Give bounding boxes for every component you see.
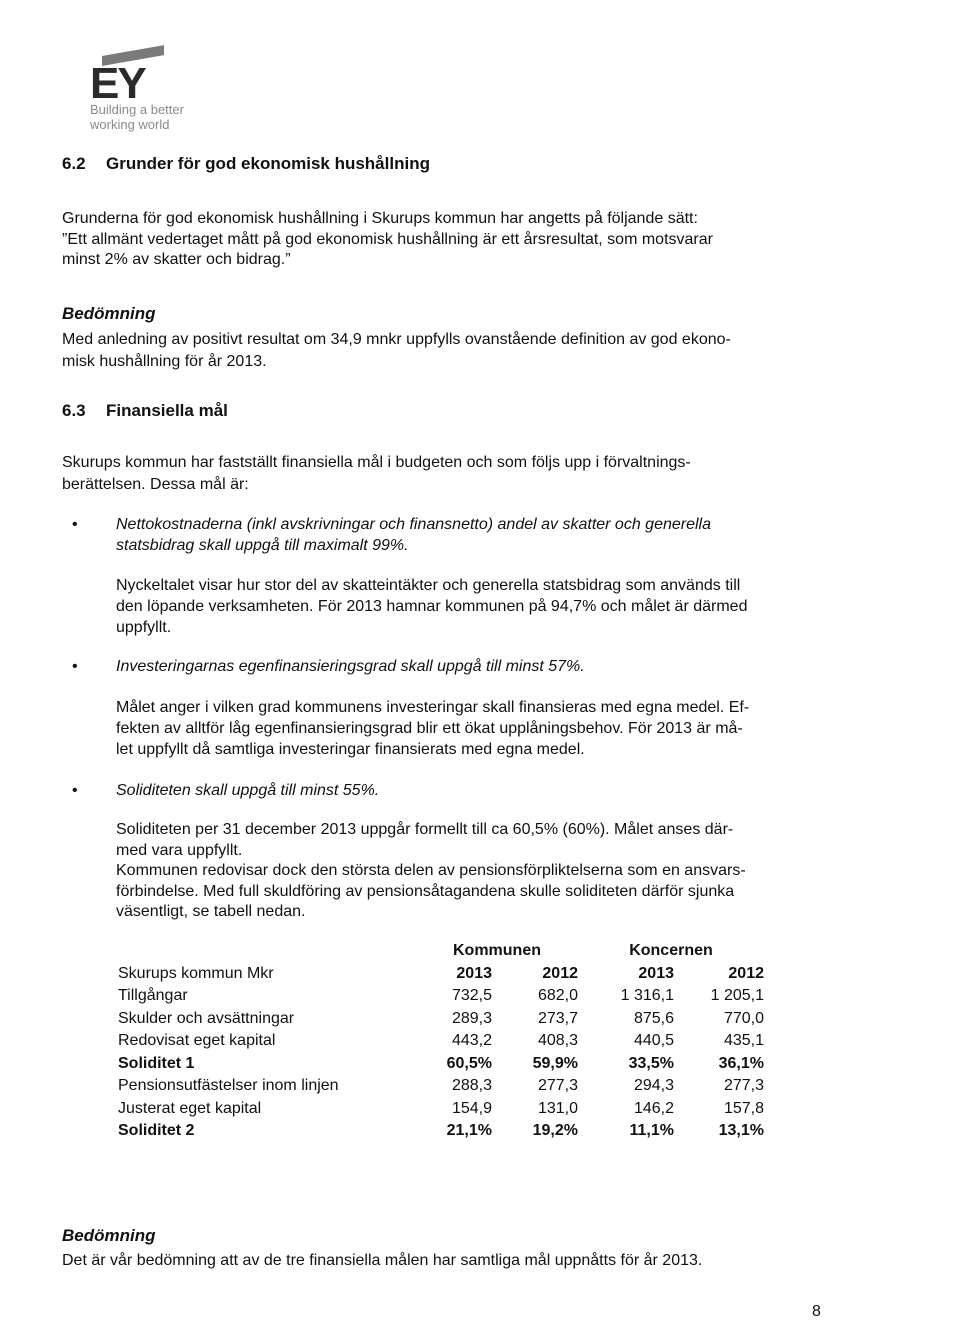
goal-3-text	[116, 820, 746, 923]
cell-value: 21,1%	[446, 1122, 492, 1139]
row-label: Tillgångar	[118, 987, 188, 1004]
text-line: Grunderna för god ekonomisk hushållning i Skurups kommun har angetts på följande sätt:	[62, 210, 698, 227]
text-line: Nyckeltalet visar hur stor del av skatteintäkter och generella statsbidrag som används till	[116, 577, 741, 594]
goal-3-bullet	[72, 780, 380, 801]
text-line: Med anledning av positivt resultat om 34,9 mnkr uppfylls ovanstående definition av god ekono-	[62, 331, 731, 348]
text-line: Skurups kommun har fastställt finansiella mål i budgeten och som följs upp i förvaltnings-	[62, 454, 691, 471]
cell-value: 1 205,1	[710, 987, 764, 1004]
cell-value: 60,5%	[446, 1054, 492, 1072]
row-label: Justerat eget kapital	[118, 1099, 262, 1117]
group-header-koncernen: Koncernen	[629, 942, 713, 959]
cell-value: 288,3	[451, 1077, 492, 1094]
text-line: uppfyllt.	[116, 619, 172, 636]
section-6-3-intro	[62, 452, 691, 496]
text-line: ”Ett allmänt vedertaget mått på god ekonomisk hushållning är ett årsresultat, som motsvarar	[62, 230, 713, 248]
final-assessment-text: Det är vår bedömning att av de tre finansiella målen har samtliga mål uppnåtts för år 2013.	[62, 1252, 703, 1269]
cell-value: 875,6	[633, 1009, 674, 1027]
section-number: 6.3	[62, 401, 86, 420]
text-line: let uppfyllt då samtliga investeringar finansierats med egna medel.	[116, 741, 585, 758]
row-label: Soliditet 2	[118, 1122, 195, 1139]
table-group-row	[118, 940, 764, 963]
goal-2-text	[116, 697, 749, 760]
section-heading-6-3	[62, 401, 228, 421]
section-title: Finansiella mål	[106, 401, 228, 420]
table-header-row	[118, 963, 764, 986]
cell-value: 277,3	[537, 1077, 578, 1094]
table-row-soliditet-1	[118, 1053, 764, 1076]
section-6-2-intro	[62, 209, 713, 271]
goal-2-bullet	[72, 656, 585, 677]
cell-value: 19,2%	[532, 1122, 578, 1139]
row-label: Redovisat eget kapital	[118, 1032, 276, 1049]
cell-value: 146,2	[633, 1099, 674, 1117]
table-row	[118, 1008, 764, 1031]
row-label: Pensionsutfästelser inom linjen	[118, 1077, 339, 1094]
table-row	[118, 1030, 764, 1053]
table-row-soliditet-2	[118, 1120, 764, 1143]
text-line: Soliditeten per 31 december 2013 uppgår formellt till ca 60,5% (60%). Målet anses där-	[116, 821, 734, 838]
cell-value: 13,1%	[718, 1122, 764, 1139]
tagline-line-2: working world	[90, 117, 170, 132]
year-header: 2013	[638, 964, 674, 982]
cell-value: 157,8	[723, 1099, 764, 1117]
tagline-line-1: Building a better	[90, 102, 184, 117]
cell-value: 59,9%	[532, 1054, 578, 1072]
cell-value: 408,3	[537, 1032, 578, 1049]
logo-text: EY	[90, 59, 145, 108]
year-header: 2012	[728, 964, 764, 982]
cell-value: 277,3	[723, 1077, 764, 1094]
table-row	[118, 1098, 764, 1121]
text-line: fekten av alltför låg egenfinansieringsgrad blir ett ökat upplåningsbehov. För 2013 är må-	[116, 720, 743, 737]
ey-logo	[90, 56, 200, 132]
section-title: Grunder för god ekonomisk hushållning	[106, 154, 430, 173]
table-header-label: Skurups kommun Mkr	[118, 964, 274, 982]
assessment-label: Bedömning	[62, 304, 156, 323]
bullet-dot: •	[72, 658, 78, 675]
cell-value: 289,3	[451, 1009, 492, 1027]
section-number: 6.2	[62, 154, 86, 173]
cell-value: 131,0	[537, 1099, 578, 1117]
section-heading-6-2	[62, 154, 430, 174]
text-line: med vara uppfyllt.	[116, 841, 243, 859]
cell-value: 435,1	[723, 1032, 764, 1049]
cell-value: 732,5	[451, 987, 492, 1004]
year-header: 2013	[456, 964, 492, 982]
bullet-dot: •	[72, 516, 78, 533]
cell-value: 682,0	[537, 987, 578, 1004]
text-line: statsbidrag skall uppgå till maximalt 99%.	[116, 537, 409, 554]
text-line: Nettokostnaderna (inkl avskrivningar och finansnetto) andel av skatter och generella	[116, 516, 711, 533]
solidity-table	[118, 940, 764, 1143]
text-line: minst 2% av skatter och bidrag.”	[62, 251, 291, 268]
text-line: Kommunen redovisar dock den största delen av pensionsförpliktelserna som en ansvars-	[116, 862, 746, 880]
cell-value: 1 316,1	[620, 987, 674, 1004]
text-line: Investeringarnas egenfinansieringsgrad skall uppgå till minst 57%.	[116, 658, 585, 675]
table-row	[118, 985, 764, 1008]
text-line: Målet anger i vilken grad kommunens investeringar skall finansieras med egna medel. Ef-	[116, 699, 750, 716]
text-line: förbindelse. Med full skuldföring av pensionsåtagandena skulle soliditeten därför sjunka	[116, 882, 735, 900]
cell-value: 273,7	[537, 1009, 578, 1027]
goal-1-text	[116, 575, 747, 638]
text-line: berättelsen. Dessa mål är:	[62, 476, 249, 493]
final-assessment-label: Bedömning	[62, 1226, 156, 1245]
page-number: 8	[812, 1303, 821, 1320]
goal-1-bullet	[72, 514, 711, 556]
table-row	[118, 1075, 764, 1098]
cell-value: 33,5%	[628, 1054, 674, 1072]
text-line: Soliditeten skall uppgå till minst 55%.	[116, 782, 380, 799]
assessment-text	[62, 329, 731, 373]
row-label: Skulder och avsättningar	[118, 1009, 295, 1027]
text-line: misk hushållning för år 2013.	[62, 353, 267, 370]
row-label: Soliditet 1	[118, 1054, 195, 1072]
cell-value: 36,1%	[718, 1054, 764, 1072]
cell-value: 11,1%	[629, 1122, 674, 1139]
cell-value: 440,5	[633, 1032, 674, 1049]
group-header-kommunen: Kommunen	[453, 942, 541, 959]
cell-value: 154,9	[451, 1099, 492, 1117]
bullet-dot: •	[72, 782, 78, 799]
year-header: 2012	[542, 964, 578, 982]
cell-value: 443,2	[451, 1032, 492, 1049]
logo-mark	[90, 56, 166, 108]
cell-value: 294,3	[633, 1077, 674, 1094]
text-line: väsentligt, se tabell nedan.	[116, 903, 306, 921]
cell-value: 770,0	[723, 1009, 764, 1027]
text-line: den löpande verksamheten. För 2013 hamnar kommunen på 94,7% och målet är därmed	[116, 598, 748, 615]
